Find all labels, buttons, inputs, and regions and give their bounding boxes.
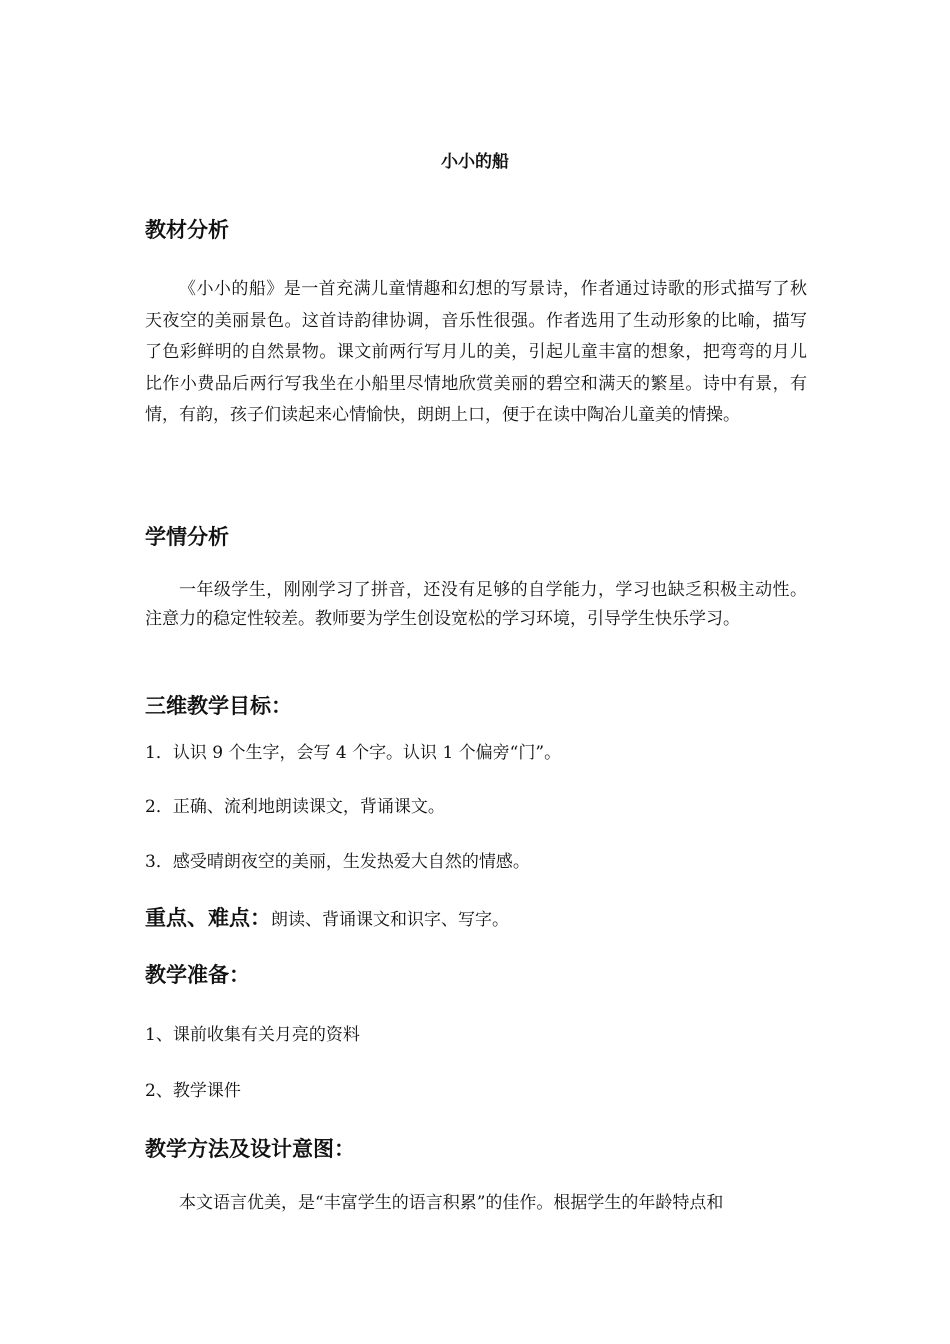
key-points-text: 朗读、背诵课文和识字、写字。 bbox=[271, 910, 509, 930]
heading-key-points: 重点、难点： bbox=[145, 906, 271, 930]
paragraph-teaching-methods: 本文语言优美，是“丰富学生的语言积累”的佳作。根据学生的年龄特点和 bbox=[179, 1193, 724, 1213]
heading-teaching-preparation: 教学准备： bbox=[145, 963, 250, 987]
key-points-line bbox=[145, 902, 509, 932]
document-title: 小小的船 bbox=[441, 152, 509, 172]
heading-textbook-analysis: 教材分析 bbox=[145, 218, 229, 242]
heading-teaching-goals: 三维教学目标： bbox=[145, 694, 292, 718]
preparation-item: 1、课前收集有关月亮的资料 bbox=[145, 1025, 360, 1045]
goal-item: 1．认识 9 个生字，会写 4 个字。认识 1 个偏旁“门”。 bbox=[145, 743, 562, 763]
heading-student-analysis: 学情分析 bbox=[145, 525, 229, 549]
heading-teaching-methods: 教学方法及设计意图： bbox=[145, 1137, 355, 1161]
preparation-item: 2、教学课件 bbox=[145, 1081, 241, 1101]
goal-item: 3．感受晴朗夜空的美丽，生发热爱大自然的情感。 bbox=[145, 852, 530, 872]
paragraph-student-analysis: 一年级学生，刚刚学习了拼音，还没有足够的自学能力，学习也缺乏积极主动性。注意力的稳定性较差。教师要为学生创设宽松的学习环境，引导学生快乐学习。 bbox=[145, 580, 807, 629]
paragraph-textbook-analysis: 《小小的船》是一首充满儿童情趣和幻想的写景诗，作者通过诗歌的形式描写了秋天夜空的美丽景色。这首诗韵律协调，音乐性很强。作者选用了生动形象的比喻，描写了色彩鲜明的自然景物。课文前两行写月儿的美，引起儿童丰富的想象，把弯弯的月儿比作小费品后两行写我坐在小船里尽情地欣赏美丽的碧空和满天的繁星。诗中有景，有情，有韵，孩子们读起来心情愉快，朗朗上口，便于在读中陶冶儿童美的情操。 bbox=[145, 279, 807, 425]
goal-item: 2．正确、流利地朗读课文，背诵课文。 bbox=[145, 797, 445, 817]
